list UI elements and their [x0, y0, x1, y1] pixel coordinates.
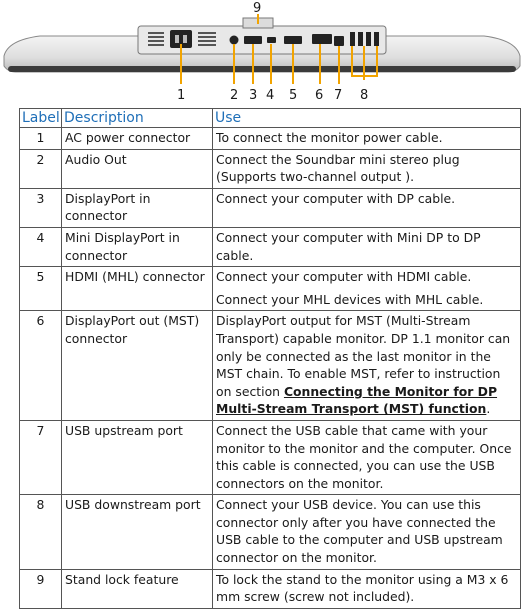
header-use: Use: [213, 109, 521, 128]
row-use-text: DisplayPort output for MST (Multi-Stream Transport) capable monitor. DP 1.1 monitor can only be connected as the last monitor in the MST chain. To enable MST, refer to instruction on section: [216, 313, 511, 399]
displayport-out-port: [312, 34, 332, 44]
row-use-line: Connect your MHL devices with MHL cable.: [216, 291, 484, 307]
row-use: [213, 311, 521, 421]
row-use: Connect your computer with DP cable.: [213, 188, 521, 227]
row-use: Connect your USB device. You can use this connector only after you have connected the USB cable to the computer and USB upstream connector on the monitor.: [213, 495, 521, 569]
row-use: [213, 267, 521, 311]
callout-5: 5: [289, 88, 298, 103]
callout-2: 2: [230, 88, 239, 103]
row-label: 9: [20, 569, 62, 608]
row-use: To connect the monitor power cable.: [213, 128, 521, 150]
row-label: 3: [20, 188, 62, 227]
usb-downstream-port-1: [350, 32, 355, 46]
row-description: DisplayPort out (MST) connector: [62, 311, 213, 421]
callout-4: 4: [266, 88, 275, 103]
table-row: [20, 420, 521, 494]
usb-downstream-port-2: [358, 32, 363, 46]
row-description: HDMI (MHL) connector: [62, 267, 213, 311]
row-description: USB downstream port: [62, 495, 213, 569]
table-row: [20, 188, 521, 227]
row-label: 7: [20, 420, 62, 494]
row-description: Mini DisplayPort in connector: [62, 227, 213, 266]
row-description: Audio Out: [62, 149, 213, 188]
usb-downstream-port-4: [374, 32, 379, 46]
usb-upstream-port: [334, 36, 344, 46]
table-row: [20, 569, 521, 608]
connector-spec-table: [19, 108, 521, 609]
row-label: 5: [20, 267, 62, 311]
callout-1: 1: [177, 88, 186, 103]
row-label: 1: [20, 128, 62, 150]
table-row: [20, 227, 521, 266]
table-row: [20, 495, 521, 569]
callout-8: 8: [360, 88, 369, 103]
row-use: Connect the Soundbar mini stereo plug (Supports two-channel output ).: [213, 149, 521, 188]
row-label: 6: [20, 311, 62, 421]
row-description: DisplayPort in connector: [62, 188, 213, 227]
row-description: Stand lock feature: [62, 569, 213, 608]
callout-7: 7: [334, 88, 343, 103]
monitor-back-panel-diagram: [0, 0, 524, 104]
row-use-line: Connect your computer with HDMI cable.: [216, 269, 472, 285]
row-use: Connect the USB cable that came with your monitor to the monitor and the computer. Once this cable is connected, you can use the USB connectors on the monitor.: [213, 420, 521, 494]
callout-3: 3: [249, 88, 258, 103]
row-use-end: .: [486, 401, 491, 417]
row-use: To lock the stand to the monitor using a M3 x 6 mm screw (screw not included).: [213, 569, 521, 608]
header-label: Label: [20, 109, 62, 128]
table-row: [20, 311, 521, 421]
table-header-row: [20, 109, 521, 128]
callout-9: 9: [253, 1, 262, 16]
table-row: [20, 128, 521, 150]
callout-6: 6: [315, 88, 324, 103]
table-row: [20, 149, 521, 188]
audio-out-port: [230, 36, 239, 45]
row-use: Connect your computer with Mini DP to DP cable.: [213, 227, 521, 266]
row-description: AC power connector: [62, 128, 213, 150]
displayport-in-port: [244, 36, 262, 44]
monitor-bezel-strip: [8, 66, 516, 72]
usb-downstream-port-3: [366, 32, 371, 46]
table-row: [20, 267, 521, 311]
row-label: 2: [20, 149, 62, 188]
mini-displayport-port: [267, 37, 276, 43]
header-description: Description: [62, 109, 213, 128]
row-label: 4: [20, 227, 62, 266]
mst-section-link[interactable]: Connecting the Monitor for DP Multi-Stream Transport (MST) function: [216, 383, 498, 417]
row-label: 8: [20, 495, 62, 569]
hdmi-port: [284, 36, 302, 44]
row-description: USB upstream port: [62, 420, 213, 494]
